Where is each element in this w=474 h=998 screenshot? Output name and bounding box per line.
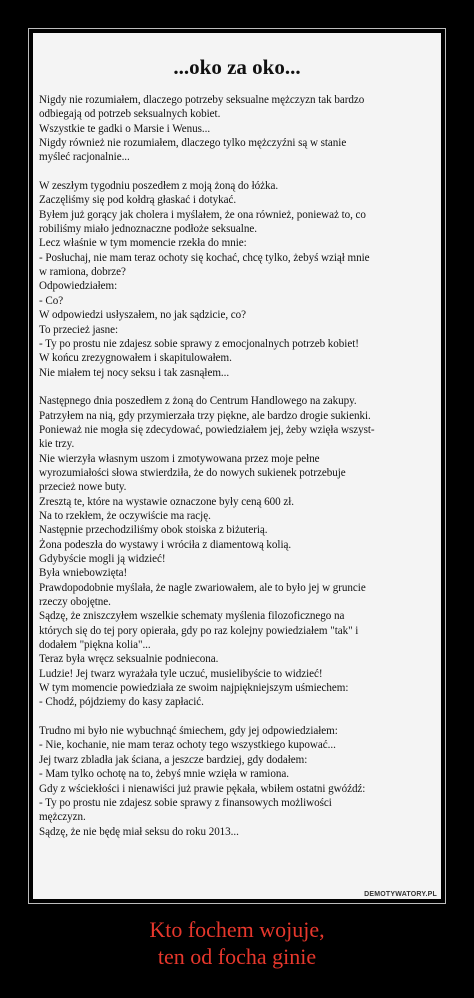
story-line: których się do tej pory opierała, gdy po raz kolejny powiedziałem "tak" i <box>39 624 359 637</box>
story-line: Ponieważ nie mogła się zdecydować, powiedziałem jej, żeby wzięła wszyst- <box>39 423 375 436</box>
story-line: Odpowiedziałem: <box>39 280 118 293</box>
caption-line-1: Kto fochem wojuje, <box>149 917 325 942</box>
story-line: Byłem już gorący jak cholera i myślałem, że ona również, ponieważ to, co <box>39 208 366 221</box>
story-line: Trudno mi było nie wybuchnąć śmiechem, gdy jej odpowiedziałem: <box>39 725 338 738</box>
caption-line-2: ten od focha ginie <box>157 944 317 969</box>
story-line: w ramiona, dobrze? <box>39 266 126 279</box>
story-line: Następnie przechodziliśmy obok stoiska z biżuterią. <box>39 524 268 537</box>
story-line: Żona podeszła do wystawy i wróciła z diamentową kolią. <box>39 538 292 551</box>
paragraph-gap <box>39 165 437 179</box>
story-line: wyrozumiałości słowa stwierdziła, że do nowych sukienek potrzebuje <box>39 466 346 479</box>
story-line: - Ty po prostu nie zdajesz sobie sprawy z finansowych możliwości <box>39 796 332 809</box>
paragraph-gap <box>39 380 437 394</box>
story-line: robiliśmy miało jednoznaczne podłoże seksualne. <box>39 223 257 236</box>
paragraph-gap <box>39 710 437 724</box>
story-line: przecież nowe buty. <box>39 481 127 494</box>
story-line: Sądzę, że zniszczyłem wszelkie schematy myślenia filozoficznego na <box>39 610 345 623</box>
story-line: - Posłuchaj, nie mam teraz ochoty się kochać, chcę tylko, żebyś wziął mnie <box>39 251 370 264</box>
story-line: Zaczęliśmy się pod kołdrą głaskać i dotykać. <box>39 194 237 207</box>
story-line: Wszystkie te gadki o Marsie i Wenus... <box>39 122 211 135</box>
story-line: Gdybyście mogli ją widzieć! <box>39 553 166 565</box>
story-line: Teraz była wręcz seksualnie podniecona. <box>39 653 219 666</box>
story-line: Nie miałem tej nocy seksu i tak zasnąłem... <box>39 366 230 379</box>
story-line: Nie wierzyła własnym uszom i zmotywowana przez moje pełne <box>39 452 320 465</box>
site-watermark: DEMOTYWATORY.PL <box>364 891 437 898</box>
story-title: ...oko za oko... <box>173 55 301 79</box>
story-line: - Chodź, pójdziemy do kasy zapłacić. <box>39 696 204 709</box>
story-line: Ludzie! Jej twarz wyrażała tyle uczuć, musielibyście to widzieć! <box>39 667 323 680</box>
story-line: - Mam tylko ochotę na to, żebyś mnie wzięła w ramiona. <box>39 768 289 781</box>
story-line: W zeszłym tygodniu poszedłem z moją żoną do łóżka. <box>39 180 279 193</box>
story-line: - Nie, kochanie, nie mam teraz ochoty tego wszystkiego kupować... <box>39 739 336 752</box>
demotivator-image <box>33 33 441 899</box>
story-line: W tym momencie powiedziała ze swoim najpiękniejszym uśmiechem: <box>39 682 349 695</box>
story-line: odbiegają od potrzeb seksualnych kobiet. <box>39 108 221 121</box>
story-line: - Ty po prostu nie zdajesz sobie sprawy z emocjonalnych potrzeb kobiet! <box>39 337 359 350</box>
story-line: Sądzę, że nie będę miał seksu do roku 2013... <box>39 825 239 838</box>
story-line: Jej twarz zbladła jak ściana, a jeszcze bardziej, gdy dodałem: <box>39 753 308 766</box>
story-line: Następnego dnia poszedłem z żoną do Centrum Handlowego na zakupy. <box>39 395 357 408</box>
story-text <box>39 93 437 839</box>
story-line: Na to rzekłem, że oczywiście ma rację. <box>39 509 211 522</box>
story-line: Nigdy nie rozumiałem, dlaczego potrzeby seksualne mężczyzn tak bardzo <box>39 94 365 106</box>
story-line: dodałem "piękna kolia"... <box>39 639 151 652</box>
story-line: Patrzyłem na nią, gdy przymierzała trzy piękne, ale bardzo drogie sukienki. <box>39 409 371 422</box>
story-line: - Co? <box>39 294 64 307</box>
story-line: Była wniebowzięta! <box>39 567 128 580</box>
story-line: mężczyzn. <box>39 811 86 824</box>
story-line: Lecz właśnie w tym momencie rzekła do mnie: <box>39 237 247 250</box>
story-line: Prawdopodobnie myślała, że nagle zwariowałem, ale to było jej w gruncie <box>39 581 366 594</box>
story-line: kie trzy. <box>39 438 75 451</box>
story-line: To przecież jasne: <box>39 323 119 336</box>
poster-caption <box>0 916 474 970</box>
story-paragraph <box>39 179 437 380</box>
story-line: Nigdy również nie rozumiałem, dlaczego tylko mężczyźni są w stanie <box>39 137 347 150</box>
story-paragraph <box>39 394 437 710</box>
story-line: W końcu zrezygnowałem i skapitulowałem. <box>39 352 232 365</box>
story-paragraph <box>39 93 437 165</box>
story-line: Zresztą te, które na wystawie oznaczone były ceną 600 zł. <box>39 495 294 508</box>
story-line: Gdy z wściekłości i nienawiści już prawie pękała, wbiłem ostatni gwóźdź: <box>39 782 366 795</box>
story-paragraph <box>39 724 437 839</box>
story-line: rzeczy obojętne. <box>39 596 111 609</box>
story-line: W odpowiedzi usłyszałem, no jak sądzicie, co? <box>39 309 247 322</box>
story-line: myśleć racjonalnie... <box>39 151 130 164</box>
